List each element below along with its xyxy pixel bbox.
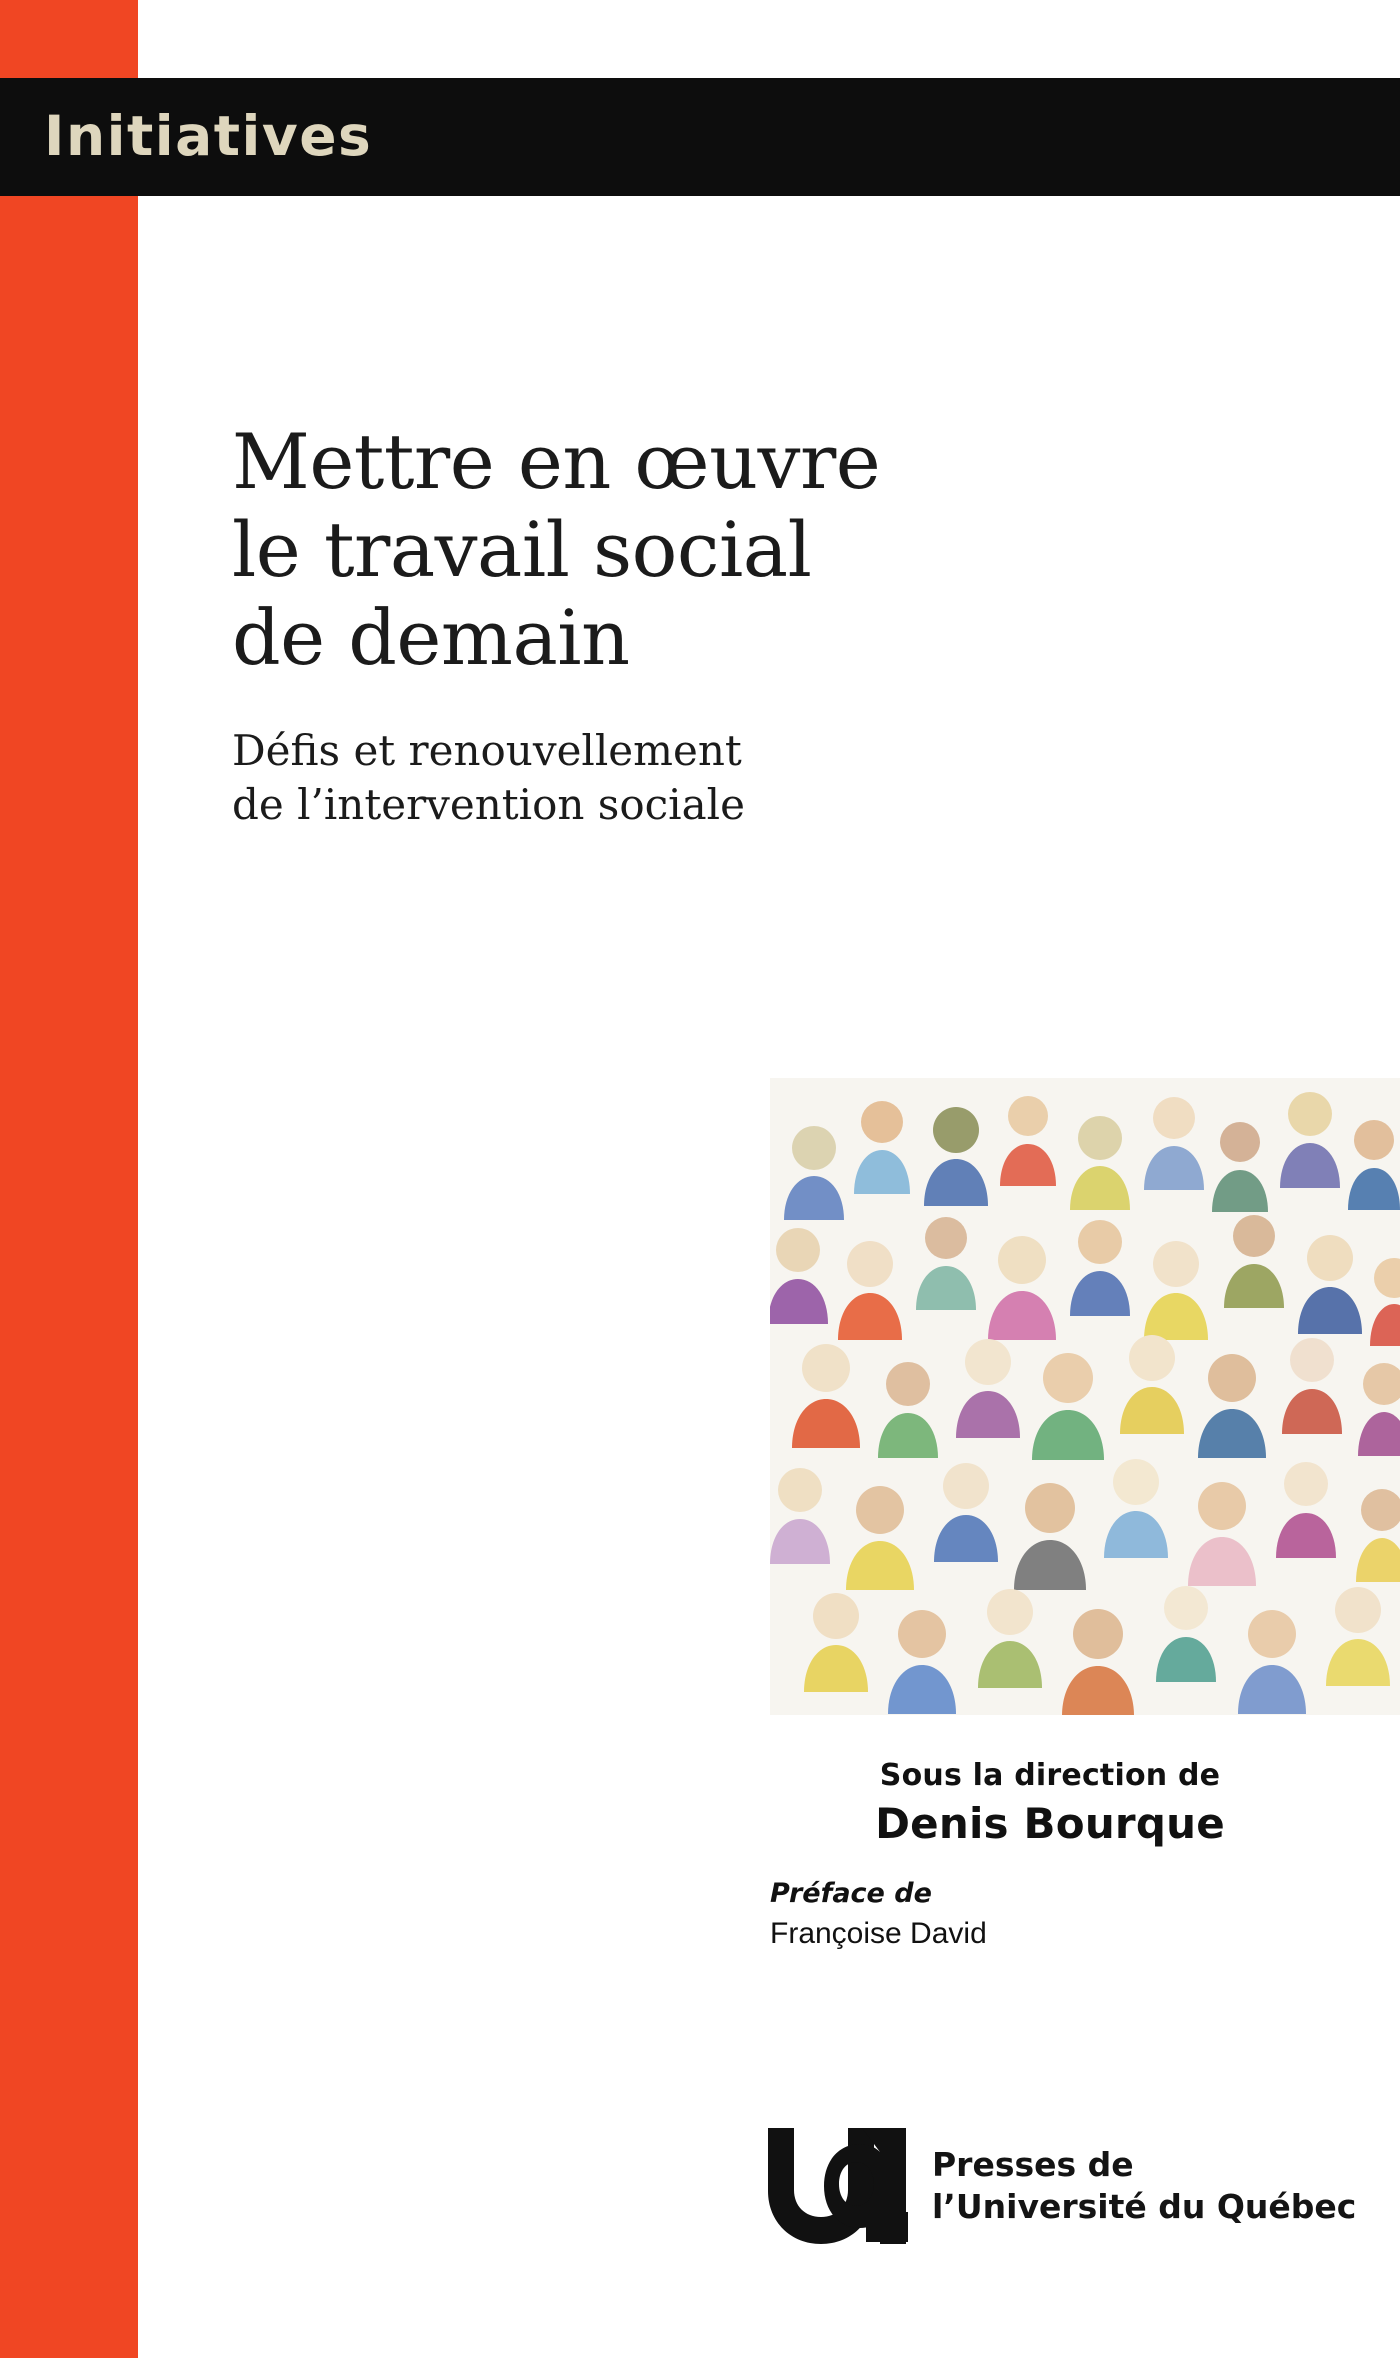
preface-block bbox=[770, 1878, 1330, 1951]
page-title bbox=[232, 418, 1132, 682]
publisher-name bbox=[932, 2144, 1356, 2228]
direction-label: Sous la direction de bbox=[879, 1758, 1221, 1793]
cover-artwork bbox=[770, 1078, 1400, 1715]
title-block bbox=[232, 418, 1132, 832]
subtitle-line-1: Défis et renouvellement bbox=[232, 726, 742, 776]
collection-band bbox=[0, 78, 1400, 196]
credits-block bbox=[770, 1758, 1330, 1951]
publisher-logo bbox=[762, 2122, 1356, 2250]
title-line-3: de demain bbox=[232, 593, 630, 683]
watercolour-crowd-illustration bbox=[770, 1078, 1400, 1715]
subtitle-line-2: de l’intervention sociale bbox=[232, 780, 745, 830]
preface-label: Préface de bbox=[770, 1878, 932, 1909]
uq-logo-icon bbox=[762, 2122, 912, 2250]
preface-author: Françoise David bbox=[770, 1917, 987, 1950]
subtitle bbox=[232, 724, 1132, 832]
editor-name: Denis Bourque bbox=[875, 1799, 1225, 1848]
publisher-name-line-1: Presses de bbox=[932, 2144, 1134, 2184]
publisher-name-line-2: l’Université du Québec bbox=[932, 2187, 1357, 2226]
collection-name: Initiatives bbox=[44, 104, 373, 168]
title-line-2: le travail social bbox=[232, 505, 812, 595]
title-line-1: Mettre en œuvre bbox=[232, 417, 881, 506]
left-accent-bar bbox=[0, 0, 138, 2358]
